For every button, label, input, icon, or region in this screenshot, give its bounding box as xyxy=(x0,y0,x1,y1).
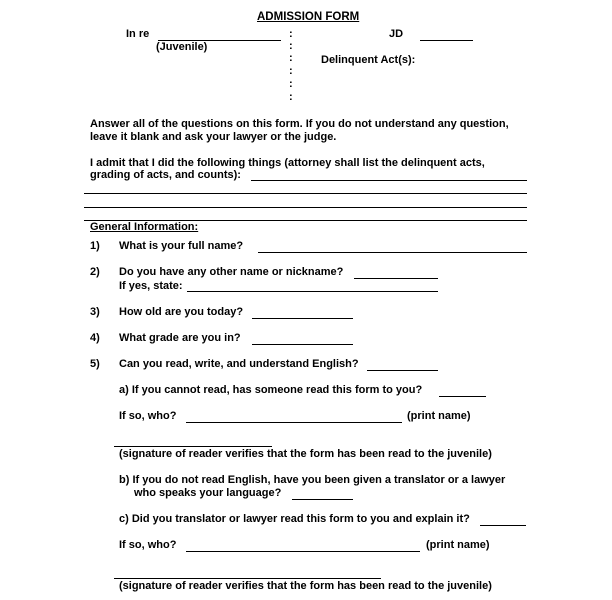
delinquent-acts-label: Delinquent Act(s): xyxy=(321,54,416,66)
if-so-who-label: If so, who? xyxy=(119,539,177,551)
translator-name-field[interactable] xyxy=(186,551,420,552)
question-number: 2) xyxy=(90,266,100,278)
nickname-state-field[interactable] xyxy=(187,291,438,292)
instructions-line-2: leave it blank and ask your lawyer or the judge. xyxy=(90,131,337,143)
separator-colon: : xyxy=(289,78,293,90)
english-field[interactable] xyxy=(367,370,438,371)
question-nickname: Do you have any other name or nickname? xyxy=(119,266,344,278)
jd-label: JD xyxy=(389,28,404,40)
question-grade: What grade are you in? xyxy=(119,332,241,344)
admission-line-1: I admit that I did the following things (attorney shall list the delinquent acts, xyxy=(90,157,485,169)
question-5c: c) Did you translator or lawyer read this form to you and explain it? xyxy=(119,513,470,525)
question-nickname-state: If yes, state: xyxy=(119,280,183,292)
question-5b-line-1: b) If you do not read English, have you been given a translator or a lawyer xyxy=(119,474,506,486)
question-5a: a) If you cannot read, has someone read this form to you? xyxy=(119,384,423,396)
admission-line-2: grading of acts, and counts): xyxy=(90,169,241,181)
age-field[interactable] xyxy=(252,318,353,319)
question-5b-line-2: who speaks your language? xyxy=(134,487,282,499)
admission-answer-line[interactable] xyxy=(84,207,527,208)
grade-field[interactable] xyxy=(252,344,353,345)
admission-answer-line[interactable] xyxy=(251,180,527,181)
translator-signature-label: (signature of reader verifies that the form has been read to the juvenile) xyxy=(119,580,492,592)
translator-signature-field[interactable] xyxy=(114,578,381,579)
reader-name-field[interactable] xyxy=(186,422,402,423)
question-number: 1) xyxy=(90,240,100,252)
question-english: Can you read, write, and understand English? xyxy=(119,358,359,370)
jd-number-field[interactable] xyxy=(420,40,473,41)
question-full-name: What is your full name? xyxy=(119,240,244,252)
print-name-label: (print name) xyxy=(426,539,490,551)
translator-field[interactable] xyxy=(292,499,353,500)
form-title: ADMISSION FORM xyxy=(257,11,360,23)
juvenile-label: (Juvenile) xyxy=(156,41,208,53)
question-number: 3) xyxy=(90,306,100,318)
separator-colon: : xyxy=(289,28,293,40)
translator-read-field[interactable] xyxy=(480,525,526,526)
question-number: 5) xyxy=(90,358,100,370)
print-name-label: (print name) xyxy=(407,410,471,422)
separator-colon: : xyxy=(289,65,293,77)
admission-answer-line[interactable] xyxy=(84,193,527,194)
separator-colon: : xyxy=(289,52,293,64)
separator-colon: : xyxy=(289,40,293,52)
question-age: How old are you today? xyxy=(119,306,244,318)
reader-signature-label: (signature of reader verifies that the form has been read to the juvenile) xyxy=(119,448,492,460)
read-to-field[interactable] xyxy=(439,396,486,397)
general-info-heading: General Information: xyxy=(90,221,199,233)
instructions-line-1: Answer all of the questions on this form. If you do not understand any question, xyxy=(90,118,509,130)
question-number: 4) xyxy=(90,332,100,344)
if-so-who-label: If so, who? xyxy=(119,410,177,422)
reader-signature-field[interactable] xyxy=(114,446,272,447)
in-re-label: In re xyxy=(126,28,150,40)
separator-colon: : xyxy=(289,91,293,103)
full-name-field[interactable] xyxy=(258,252,527,253)
nickname-field[interactable] xyxy=(354,278,438,279)
